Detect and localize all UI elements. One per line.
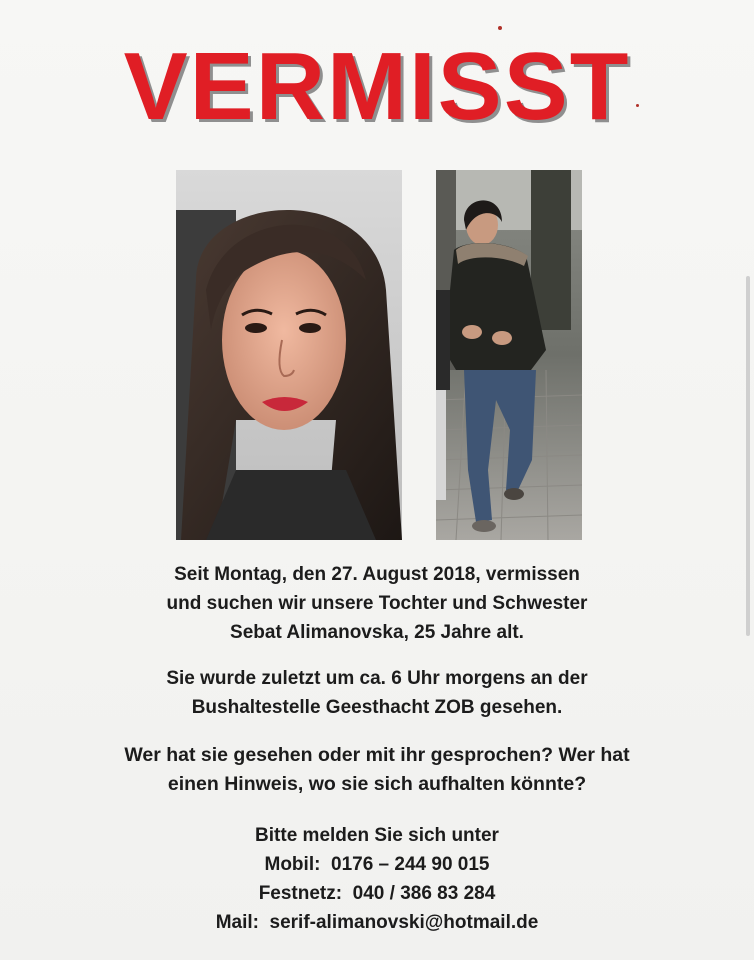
full-body-photo [436,170,582,540]
portrait-photo [176,170,402,540]
text-line: Sie wurde zuletzt um ca. 6 Uhr morgens an der [166,668,588,689]
contact-landline [0,879,754,908]
landline-number[interactable]: 040 / 386 83 284 [352,883,496,904]
mobile-number[interactable]: 0176 – 244 90 015 [331,854,490,875]
mail-address[interactable]: serif-alimanovski@hotmail.de [269,912,539,933]
scrollbar[interactable] [746,276,750,636]
contact-mobile [0,850,754,879]
text-line: Sebat Alimanovska, 25 Jahre alt. [230,622,524,643]
last-seen-paragraph [0,664,754,722]
mail-label: Mail: [215,912,259,933]
contact-mail [0,908,754,937]
contact-block [0,821,754,937]
text-line: einen Hinweis, wo sie sich aufhalten könnte? [167,773,587,795]
text-line: und suchen wir unsere Tochter und Schwester [166,593,588,614]
appeal-paragraph [0,741,754,799]
text-line: Seit Montag, den 27. August 2018, vermissen [174,564,580,585]
portrait-photo-illustration [176,170,402,540]
missing-since-paragraph [0,560,754,647]
text-line: Wer hat sie gesehen oder mit ihr gesprochen? Wer hat [124,744,630,766]
contact-intro: Bitte melden Sie sich unter [255,825,499,846]
mobile-label: Mobil: [264,854,321,875]
full-body-photo-illustration [436,170,582,540]
poster-title: VERMISST [123,33,631,140]
ink-speck [498,26,502,30]
landline-label: Festnetz: [258,883,343,904]
text-line: Bushaltestelle Geesthacht ZOB gesehen. [191,697,563,718]
